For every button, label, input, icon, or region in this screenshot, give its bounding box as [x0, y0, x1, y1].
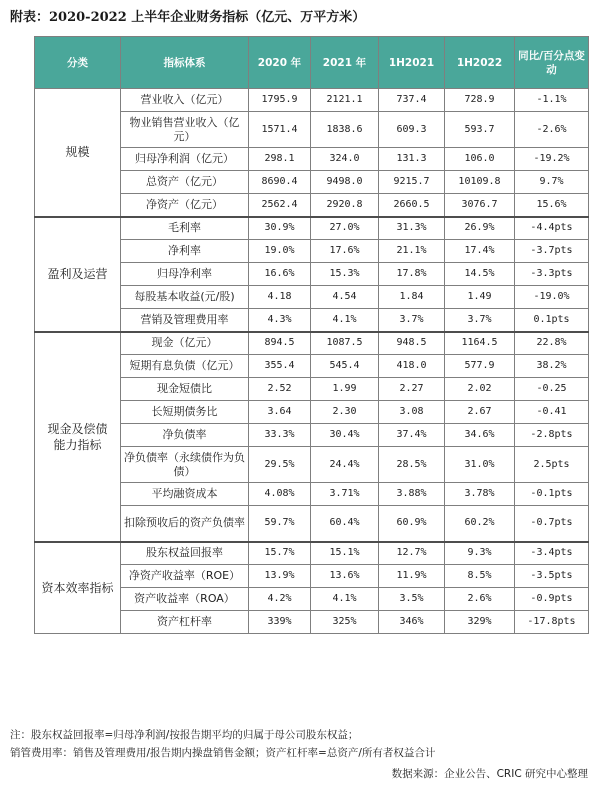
value-1h2022: 2.6% [445, 588, 515, 611]
value-2021: 1838.6 [311, 112, 379, 148]
value-1h2022: 34.6% [445, 424, 515, 447]
header-1h2021: 1H2021 [379, 37, 445, 89]
value-1h2021: 3.7% [379, 309, 445, 332]
value-1h2021: 60.9% [379, 506, 445, 542]
value-change: -3.3pts [515, 263, 589, 286]
value-1h2022: 3076.7 [445, 194, 515, 217]
indicator-name: 长短期债务比 [121, 401, 249, 424]
value-1h2021: 9215.7 [379, 171, 445, 194]
value-change: -3.5pts [515, 565, 589, 588]
indicator-name: 每股基本收益(元/股) [121, 286, 249, 309]
table-row [35, 89, 589, 112]
value-1h2021: 948.5 [379, 332, 445, 355]
indicator-name: 净利率 [121, 240, 249, 263]
value-2020: 894.5 [249, 332, 311, 355]
indicator-name: 归母净利率 [121, 263, 249, 286]
value-2020: 355.4 [249, 355, 311, 378]
value-1h2022: 593.7 [445, 112, 515, 148]
value-1h2022: 106.0 [445, 148, 515, 171]
header-2020: 2020 年 [249, 37, 311, 89]
value-1h2022: 577.9 [445, 355, 515, 378]
value-2021: 60.4% [311, 506, 379, 542]
value-2021: 1.99 [311, 378, 379, 401]
value-change: -0.7pts [515, 506, 589, 542]
header-indicator: 指标体系 [121, 37, 249, 89]
table-row [35, 332, 589, 355]
value-change: 22.8% [515, 332, 589, 355]
value-2021: 2.30 [311, 401, 379, 424]
indicator-name: 净负债率 [121, 424, 249, 447]
value-1h2022: 17.4% [445, 240, 515, 263]
value-change: -0.1pts [515, 483, 589, 506]
value-1h2022: 10109.8 [445, 171, 515, 194]
value-change: 2.5pts [515, 447, 589, 483]
value-2021: 1087.5 [311, 332, 379, 355]
value-2021: 4.1% [311, 588, 379, 611]
value-2020: 4.2% [249, 588, 311, 611]
value-1h2022: 60.2% [445, 506, 515, 542]
value-1h2022: 9.3% [445, 542, 515, 565]
value-1h2022: 329% [445, 611, 515, 634]
value-1h2021: 2.27 [379, 378, 445, 401]
indicator-name: 物业销售营业收入（亿元） [121, 112, 249, 148]
value-2021: 545.4 [311, 355, 379, 378]
value-change: -19.2% [515, 148, 589, 171]
value-2020: 59.7% [249, 506, 311, 542]
value-2020: 8690.4 [249, 171, 311, 194]
value-1h2022: 26.9% [445, 217, 515, 240]
value-2021: 2121.1 [311, 89, 379, 112]
value-1h2022: 31.0% [445, 447, 515, 483]
header-2021: 2021 年 [311, 37, 379, 89]
value-1h2021: 3.08 [379, 401, 445, 424]
value-1h2021: 12.7% [379, 542, 445, 565]
indicator-name: 现金（亿元） [121, 332, 249, 355]
value-change: -19.0% [515, 286, 589, 309]
value-1h2021: 1.84 [379, 286, 445, 309]
indicator-name: 营业收入（亿元） [121, 89, 249, 112]
value-2021: 2920.8 [311, 194, 379, 217]
value-1h2021: 346% [379, 611, 445, 634]
value-2020: 16.6% [249, 263, 311, 286]
indicator-name: 净负债率（永续债作为负债） [121, 447, 249, 483]
value-2020: 298.1 [249, 148, 311, 171]
value-1h2021: 11.9% [379, 565, 445, 588]
value-1h2021: 31.3% [379, 217, 445, 240]
value-change: -0.25 [515, 378, 589, 401]
value-2020: 4.18 [249, 286, 311, 309]
value-change: 15.6% [515, 194, 589, 217]
footnotes [10, 726, 590, 762]
value-1h2022: 3.7% [445, 309, 515, 332]
footnote-line: 销管费用率：销售及管理费用/报告期内操盘销售金额；资产杠杆率=总资产/所有者权益合计 [10, 747, 436, 759]
value-change: -0.9pts [515, 588, 589, 611]
value-1h2021: 418.0 [379, 355, 445, 378]
value-2020: 2562.4 [249, 194, 311, 217]
value-2021: 17.6% [311, 240, 379, 263]
value-1h2021: 17.8% [379, 263, 445, 286]
value-2021: 15.1% [311, 542, 379, 565]
value-2021: 4.54 [311, 286, 379, 309]
value-1h2021: 2660.5 [379, 194, 445, 217]
value-change: -4.4pts [515, 217, 589, 240]
indicator-name: 资产收益率（ROA） [121, 588, 249, 611]
value-change: -3.4pts [515, 542, 589, 565]
value-2020: 4.08% [249, 483, 311, 506]
value-2020: 2.52 [249, 378, 311, 401]
value-change: 9.7% [515, 171, 589, 194]
footnote-line: 注：股东权益回报率=归母净利润/按报告期平均的归属于母公司股东权益； [10, 729, 359, 741]
value-2020: 1571.4 [249, 112, 311, 148]
header-1h2022: 1H2022 [445, 37, 515, 89]
indicator-name: 净资产收益率（ROE） [121, 565, 249, 588]
table-body [35, 89, 589, 634]
category-cell: 现金及偿债能力指标 [35, 332, 121, 542]
value-change: -2.8pts [515, 424, 589, 447]
value-2021: 3.71% [311, 483, 379, 506]
value-change: -3.7pts [515, 240, 589, 263]
value-1h2022: 8.5% [445, 565, 515, 588]
table-row [35, 542, 589, 565]
value-2020: 1795.9 [249, 89, 311, 112]
indicator-name: 扣除预收后的资产负债率 [121, 506, 249, 542]
value-2020: 3.64 [249, 401, 311, 424]
value-2021: 27.0% [311, 217, 379, 240]
category-cell: 规模 [35, 89, 121, 217]
value-2021: 30.4% [311, 424, 379, 447]
table-title: 附表：2020-2022 上半年企业财务指标（亿元、万平方米） [10, 10, 366, 25]
financial-indicators-table [34, 36, 589, 634]
value-1h2021: 21.1% [379, 240, 445, 263]
value-1h2022: 2.02 [445, 378, 515, 401]
value-change: -2.6% [515, 112, 589, 148]
value-change: -17.8pts [515, 611, 589, 634]
category-cell: 盈利及运营 [35, 217, 121, 332]
indicator-name: 总资产（亿元） [121, 171, 249, 194]
value-2021: 325% [311, 611, 379, 634]
indicator-name: 营销及管理费用率 [121, 309, 249, 332]
indicator-name: 现金短债比 [121, 378, 249, 401]
indicator-name: 归母净利润（亿元） [121, 148, 249, 171]
data-source: 数据来源：企业公告、CRIC 研究中心整理 [391, 768, 588, 780]
value-1h2021: 3.5% [379, 588, 445, 611]
value-2020: 19.0% [249, 240, 311, 263]
value-2020: 4.3% [249, 309, 311, 332]
indicator-name: 短期有息负债（亿元） [121, 355, 249, 378]
value-2021: 15.3% [311, 263, 379, 286]
table-row [35, 217, 589, 240]
value-change: -0.41 [515, 401, 589, 424]
value-2021: 24.4% [311, 447, 379, 483]
value-2020: 13.9% [249, 565, 311, 588]
value-change: 38.2% [515, 355, 589, 378]
value-1h2022: 728.9 [445, 89, 515, 112]
value-2020: 339% [249, 611, 311, 634]
value-1h2021: 609.3 [379, 112, 445, 148]
value-1h2022: 3.78% [445, 483, 515, 506]
value-1h2021: 28.5% [379, 447, 445, 483]
value-2020: 33.3% [249, 424, 311, 447]
header-category: 分类 [35, 37, 121, 89]
value-2020: 30.9% [249, 217, 311, 240]
value-2021: 13.6% [311, 565, 379, 588]
value-1h2021: 3.88% [379, 483, 445, 506]
indicator-name: 股东权益回报率 [121, 542, 249, 565]
value-1h2022: 14.5% [445, 263, 515, 286]
value-2021: 324.0 [311, 148, 379, 171]
header-row [35, 37, 589, 89]
value-1h2022: 1164.5 [445, 332, 515, 355]
value-2020: 15.7% [249, 542, 311, 565]
value-2020: 29.5% [249, 447, 311, 483]
header-change: 同比/百分点变动 [515, 37, 589, 89]
indicator-name: 毛利率 [121, 217, 249, 240]
value-1h2022: 1.49 [445, 286, 515, 309]
indicator-name: 净资产（亿元） [121, 194, 249, 217]
category-cell: 资本效率指标 [35, 542, 121, 634]
indicator-name: 平均融资成本 [121, 483, 249, 506]
value-1h2021: 737.4 [379, 89, 445, 112]
value-change: 0.1pts [515, 309, 589, 332]
value-2021: 9498.0 [311, 171, 379, 194]
indicator-name: 资产杠杆率 [121, 611, 249, 634]
value-1h2021: 131.3 [379, 148, 445, 171]
value-1h2022: 2.67 [445, 401, 515, 424]
value-2021: 4.1% [311, 309, 379, 332]
value-1h2021: 37.4% [379, 424, 445, 447]
value-change: -1.1% [515, 89, 589, 112]
